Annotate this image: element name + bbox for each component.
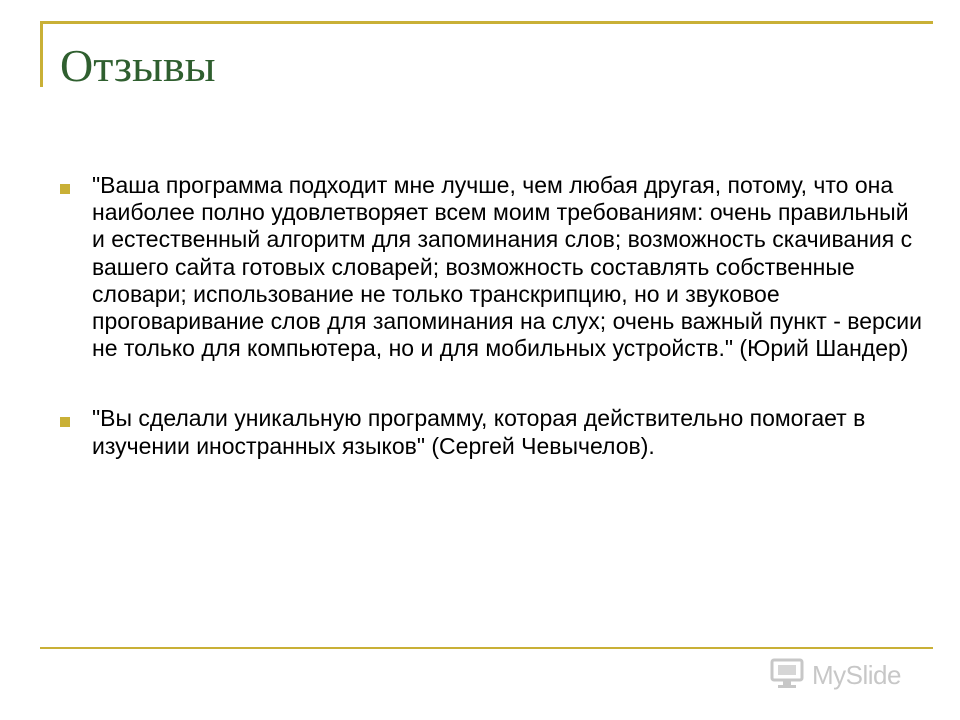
bullet-item-review-2	[60, 405, 920, 459]
bullet-list	[60, 172, 920, 503]
slide-title: Отзывы	[60, 40, 216, 91]
left-frame-line	[40, 21, 43, 87]
bullet-square-icon	[60, 417, 70, 427]
watermark-text: MySlide	[812, 660, 901, 690]
watermark	[770, 656, 901, 695]
top-frame-line	[40, 21, 933, 24]
bullet-square-icon	[60, 184, 70, 194]
bottom-frame-line	[40, 647, 933, 649]
monitor-logo-icon	[770, 656, 806, 695]
bullet-text: "Вы сделали уникальную программу, которая действительно помогает в изучении иностранных языков" (Сергей Чевычелов).	[92, 405, 866, 459]
bullet-item-review-1	[60, 172, 920, 362]
bullet-text: "Ваша программа подходит мне лучше, чем любая другая, потому, что она наиболее полно удовлетворяет всем моим требованиям: очень правильный и естественный алгоритм для запоминания слов; возможность скачивания с вашего сайта готовых словарей; возможность составлять собственные словари; использование не только транскрипцию, но и звуковое проговаривание слов для запоминания на слух; очень важный пункт - версии не только для компьютера, но и для мобильных устройств." (Юрий Шандер)	[92, 172, 922, 362]
